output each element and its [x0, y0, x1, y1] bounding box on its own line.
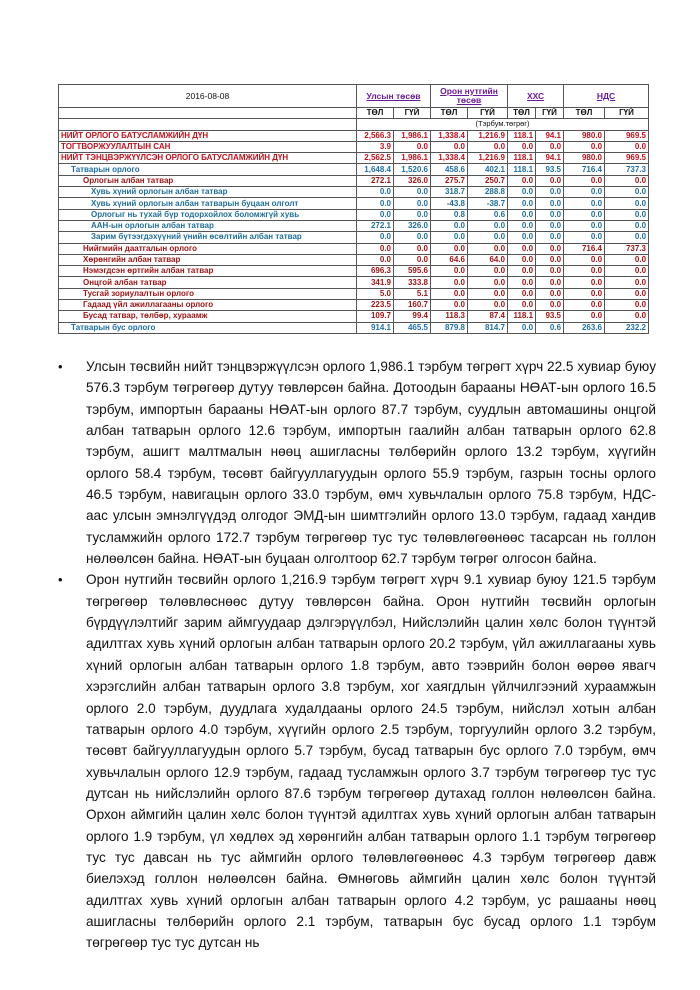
value-cell: 0.0 — [508, 232, 536, 243]
table-unit-note: (Тэрбум.төгрөг) — [357, 119, 649, 130]
row-label: Гадаад үйл ажиллагааны орлого — [59, 300, 357, 311]
value-cell: 250.7 — [468, 175, 508, 186]
bullet-dot-icon: • — [58, 359, 63, 374]
value-cell: 0.0 — [468, 243, 508, 254]
header-local-budget: Орон нутгийн төсөв — [431, 85, 508, 108]
value-cell: 0.0 — [605, 198, 649, 209]
value-cell: 0.0 — [431, 141, 468, 152]
value-cell: 1,520.6 — [394, 164, 431, 175]
subheader-cell: ГҮЙ — [394, 108, 431, 119]
bullet-paragraph — [58, 569, 656, 953]
value-cell: 118.1 — [508, 153, 536, 164]
table-header-row — [59, 85, 649, 108]
header-khhs: ХХС — [508, 85, 564, 108]
value-cell: 5.0 — [357, 288, 394, 299]
value-cell: 0.0 — [508, 175, 536, 186]
value-cell: 0.0 — [536, 288, 564, 299]
subheader-cell: ТӨЛ — [431, 108, 468, 119]
value-cell: 0.0 — [536, 198, 564, 209]
value-cell: 716.4 — [564, 243, 605, 254]
value-cell: 94.1 — [536, 130, 564, 141]
value-cell: 0.0 — [508, 220, 536, 231]
table-subheader-row — [59, 108, 649, 119]
row-label: Бусад татвар, төлбөр, хураамж — [59, 311, 357, 322]
bullet-text: Улсын төсвийн нийт тэнцвэржүүлсэн орлого 1,986.1 тэрбум төгрөгт хүрч 22.5 хувиар буюу 576.3 тэрбум төгрөгөөр дутуу төвлөрсөн байна. Дотоодын барааны НӨАТ-ын орлого 16.5 тэрбум, импортын барааны НӨАТ-ын орлого 87.7 тэрбум, суудлын автомашины онцгой албан татварын орлого 12.6 тэрбум, импортын гаалийн албан татварын орлого 62.8 тэрбум, ашигт малтмалын нөөц ашигласны төлбөрийн орлого 13.2 тэрбум, хүүгийн орлого 58.4 тэрбум, төсөвт байгууллагуудын орлого 55.9 тэрбум, газрын тосны орлого 46.5 тэрбум, навигацын орлого 33.0 тэрбум, өмч хувьчлалын орлого 75.8 тэрбум, НДС-аас улсын эмнэлгүүдэд олгодог ЭМД-ын шимтгэлийн орлого 13.0 тэрбум, гадаад хандив тусламжийн орлого 172.7 тэрбум төгрөгөөр тус тус төлөвлөгөөнөөс тасарсан нь голлон нөлөөлсөн байна. НӨАТ-ын буцаан олголтоор 62.7 тэрбум төгрөг олгосон байна. — [86, 359, 656, 567]
value-cell: 87.4 — [468, 311, 508, 322]
row-label: Орлогын албан татвар — [59, 175, 357, 186]
value-cell: 0.0 — [394, 198, 431, 209]
value-cell: 0.0 — [536, 232, 564, 243]
table-row — [59, 311, 649, 322]
bullet-dot-icon: • — [58, 572, 63, 588]
value-cell: 0.0 — [468, 288, 508, 299]
value-cell: 223.5 — [357, 300, 394, 311]
value-cell: 2,562.5 — [357, 153, 394, 164]
value-cell: 0.0 — [394, 141, 431, 152]
table-row — [59, 232, 649, 243]
value-cell: 1,986.1 — [394, 130, 431, 141]
value-cell: 0.0 — [564, 277, 605, 288]
value-cell: 0.0 — [508, 300, 536, 311]
value-cell: 0.0 — [564, 209, 605, 220]
row-label: Нийгмийн даатгалын орлого — [59, 243, 357, 254]
table-row — [59, 243, 649, 254]
value-cell: -43.8 — [431, 198, 468, 209]
value-cell: 0.0 — [564, 254, 605, 265]
value-cell: 814.7 — [468, 322, 508, 333]
value-cell: 0.0 — [605, 311, 649, 322]
value-cell: 118.1 — [508, 130, 536, 141]
value-cell: 0.0 — [468, 141, 508, 152]
value-cell: 0.0 — [605, 209, 649, 220]
value-cell: 64.0 — [468, 254, 508, 265]
value-cell: 0.0 — [508, 322, 536, 333]
row-label: Тусгай зориулалтын орлого — [59, 288, 357, 299]
value-cell: 318.7 — [431, 187, 468, 198]
value-cell: 0.0 — [605, 277, 649, 288]
value-cell: 737.3 — [605, 164, 649, 175]
subheader-cell: ГҮЙ — [468, 108, 508, 119]
value-cell: 272.1 — [357, 220, 394, 231]
value-cell: 0.0 — [431, 266, 468, 277]
value-cell: 402.1 — [468, 164, 508, 175]
table-row — [59, 209, 649, 220]
value-cell: 341.9 — [357, 277, 394, 288]
value-cell: 0.0 — [564, 232, 605, 243]
value-cell: 0.0 — [508, 198, 536, 209]
value-cell: 0.0 — [431, 277, 468, 288]
value-cell: 0.0 — [468, 300, 508, 311]
unit-blank — [59, 119, 357, 130]
value-cell: 0.0 — [508, 266, 536, 277]
value-cell: 969.5 — [605, 153, 649, 164]
value-cell: 0.0 — [536, 277, 564, 288]
value-cell: 1,986.1 — [394, 153, 431, 164]
row-label: Хувь хүний орлогын албан татварын буцаан олголт — [59, 198, 357, 209]
value-cell: 0.0 — [508, 187, 536, 198]
value-cell: 3.9 — [357, 141, 394, 152]
bullet-list — [58, 356, 656, 954]
row-label: ТОГТВОРЖУУЛАЛТЫН САН — [59, 141, 357, 152]
table-unit-row — [59, 119, 649, 130]
value-cell: 2,566.3 — [357, 130, 394, 141]
value-cell: 0.0 — [564, 141, 605, 152]
table-row — [59, 266, 649, 277]
subheader-cell: ТӨЛ — [564, 108, 605, 119]
value-cell: -38.7 — [468, 198, 508, 209]
table-row — [59, 141, 649, 152]
value-cell: 0.0 — [536, 187, 564, 198]
value-cell: 0.0 — [508, 209, 536, 220]
subheader-cell: ГҮЙ — [536, 108, 564, 119]
value-cell: 118.1 — [508, 164, 536, 175]
table-row — [59, 300, 649, 311]
value-cell: 0.0 — [605, 232, 649, 243]
value-cell: 326.0 — [394, 175, 431, 186]
value-cell: 326.0 — [394, 220, 431, 231]
value-cell: 0.0 — [536, 266, 564, 277]
value-cell: 0.0 — [605, 187, 649, 198]
value-cell: 93.5 — [536, 164, 564, 175]
value-cell: 0.6 — [468, 209, 508, 220]
value-cell: 879.8 — [431, 322, 468, 333]
row-label: Татварын орлого — [59, 164, 357, 175]
value-cell: 333.8 — [394, 277, 431, 288]
table-row — [59, 164, 649, 175]
value-cell: 737.3 — [605, 243, 649, 254]
value-cell: 0.0 — [357, 254, 394, 265]
value-cell: 0.0 — [357, 198, 394, 209]
row-label: Нэмэгдсэн өртгийн албан татвар — [59, 266, 357, 277]
value-cell: 94.1 — [536, 153, 564, 164]
value-cell: 0.0 — [508, 288, 536, 299]
value-cell: 1,216.9 — [468, 153, 508, 164]
value-cell: 0.0 — [605, 288, 649, 299]
value-cell: 465.5 — [394, 322, 431, 333]
value-cell: 0.8 — [431, 209, 468, 220]
subheader-blank — [59, 108, 357, 119]
value-cell: 980.0 — [564, 130, 605, 141]
value-cell: 0.0 — [605, 141, 649, 152]
value-cell: 0.0 — [357, 187, 394, 198]
value-cell: 64.6 — [431, 254, 468, 265]
value-cell: 0.0 — [564, 220, 605, 231]
value-cell: 0.0 — [536, 300, 564, 311]
row-label: Онцгой албан татвар — [59, 277, 357, 288]
row-label: Татварын бус орлого — [59, 322, 357, 333]
value-cell: 0.0 — [564, 175, 605, 186]
value-cell: 458.6 — [431, 164, 468, 175]
value-cell: 0.0 — [431, 243, 468, 254]
table-row — [59, 198, 649, 209]
value-cell: 0.0 — [508, 254, 536, 265]
table-row — [59, 322, 649, 333]
table-row — [59, 254, 649, 265]
value-cell: 0.0 — [564, 187, 605, 198]
value-cell: 716.4 — [564, 164, 605, 175]
table-date: 2016-08-08 — [59, 85, 357, 108]
value-cell: 272.1 — [357, 175, 394, 186]
value-cell: 0.0 — [468, 277, 508, 288]
value-cell: 0.0 — [605, 300, 649, 311]
budget-table-body — [59, 85, 649, 334]
table-row — [59, 187, 649, 198]
value-cell: 0.0 — [431, 220, 468, 231]
value-cell: 99.4 — [394, 311, 431, 322]
value-cell: 0.0 — [536, 254, 564, 265]
value-cell: 0.0 — [394, 254, 431, 265]
value-cell: 696.3 — [357, 266, 394, 277]
value-cell: 914.1 — [357, 322, 394, 333]
value-cell: 1,338.4 — [431, 130, 468, 141]
header-nds: НДС — [564, 85, 649, 108]
bullet-text: Орон нутгийн төсвийн орлого 1,216.9 тэрбум төгрөгт хүрч 9.1 хувиар буюу 121.5 тэрбум төгрөгөөр төлөвлөснөөс дутуу төвлөрсөн байна. Орон нутгийн төсвийн орлогын бүрдүүлэлтийг зарим аймгуудаар дэлгэрүүлбэл, Нийслэлийн цалин хөлс болон түүнтэй адилтгах хувь хүний орлогын албан татварын орлого 20.2 тэрбум, үйл ажиллагааны хувь хүний орлогын албан татварын орлого 1.8 тэрбум, авто тээврийн болон өөрөө явагч хэрэгслийн албан татварын орлого 3.8 тэрбум, хог хаягдлын үйлчилгээний хураамжын орлого 2.0 тэрбум, дуудлага худалдааны орлого 24.5 тэрбум, нийслэл хотын албан татварын орлого 4.0 тэрбум, хүүгийн орлого 2.5 тэрбум, торгуулийн орлого 3.2 тэрбум, төсөвт байгууллагуудын орлого 5.7 тэрбум, бусад татварын бус орлого 7.0 тэрбум, өмч хувьчлалын орлого 12.9 тэрбум, гадаад тусламжын орлого 3.7 тэрбум төгрөгөөр тус тус дутсан нь нийслэлийн орлого 87.6 тэрбум төгрөгөөр дутахад голлон нөлөөлсөн байна. Орхон аймгийн цалин хөлс болон түүнтэй адилтгах хувь хүний орлогын албан татварын орлого 1.9 тэрбум, үл хөдлөх эд хөрөнгийн албан татварын орлого 1.1 тэрбум төгрөгөөр тус тус давсан нь тус аймгийн орлого төлөвлөгөөнөөс 4.3 тэрбум төгрөгөөр давж биелэхэд голлон нөлөөлсөн байна. Өмнөговь аймгийн цалин хөлс болон түүнтэй адилтгах хувь хүний орлогын албан татварын орлого 4.2 тэрбум, ус рашааны нөөц ашигласны төлбөрийн орлого 2.1 тэрбум, татварын бус бусад орлого 1.1 тэрбум төгрөгөөр тус тус дутсан нь — [86, 572, 656, 951]
table-row — [59, 153, 649, 164]
value-cell: 0.0 — [468, 266, 508, 277]
value-cell: 1,216.9 — [468, 130, 508, 141]
value-cell: 5.1 — [394, 288, 431, 299]
value-cell: 0.0 — [536, 209, 564, 220]
table-row — [59, 220, 649, 231]
value-cell: 0.0 — [564, 266, 605, 277]
value-cell: 0.0 — [564, 300, 605, 311]
row-label: Хөрөнгийн албан татвар — [59, 254, 357, 265]
value-cell: 232.2 — [605, 322, 649, 333]
value-cell: 118.1 — [508, 311, 536, 322]
value-cell: 93.5 — [536, 311, 564, 322]
value-cell: 0.0 — [564, 311, 605, 322]
value-cell: 263.6 — [564, 322, 605, 333]
value-cell: 275.7 — [431, 175, 468, 186]
value-cell: 980.0 — [564, 153, 605, 164]
value-cell: 0.0 — [468, 220, 508, 231]
row-label: Зарим бүтээгдэхүүний үнийн өсөлтийн албан татвар — [59, 232, 357, 243]
value-cell: 0.0 — [468, 232, 508, 243]
row-label: НИЙТ ТЭНЦВЭРЖҮҮЛСЭН ОРЛОГО БАТУСЛАМЖИЙН ДҮН — [59, 153, 357, 164]
value-cell: 0.0 — [605, 175, 649, 186]
value-cell: 969.5 — [605, 130, 649, 141]
subheader-cell: ТӨЛ — [357, 108, 394, 119]
value-cell: 0.0 — [564, 288, 605, 299]
value-cell: 0.0 — [536, 220, 564, 231]
value-cell: 0.0 — [605, 220, 649, 231]
value-cell: 1,648.4 — [357, 164, 394, 175]
value-cell: 0.0 — [394, 209, 431, 220]
value-cell: 0.0 — [536, 141, 564, 152]
value-cell: 0.0 — [431, 288, 468, 299]
value-cell: 0.0 — [357, 209, 394, 220]
value-cell: 0.0 — [508, 277, 536, 288]
value-cell: 0.0 — [394, 232, 431, 243]
table-row — [59, 175, 649, 186]
value-cell: 118.3 — [431, 311, 468, 322]
subheader-cell: ТӨЛ — [508, 108, 536, 119]
bullet-paragraph — [58, 356, 656, 569]
value-cell: 595.6 — [394, 266, 431, 277]
row-label: Орлогыг нь тухай бүр тодорхойлох боломжгүй хувь — [59, 209, 357, 220]
value-cell: 0.0 — [605, 266, 649, 277]
row-label: НИЙТ ОРЛОГО БАТУСЛАМЖИЙН ДҮН — [59, 130, 357, 141]
value-cell: 0.0 — [357, 243, 394, 254]
value-cell: 0.0 — [536, 243, 564, 254]
value-cell: 0.0 — [508, 141, 536, 152]
value-cell: 1,338.4 — [431, 153, 468, 164]
value-cell: 0.0 — [394, 187, 431, 198]
value-cell: 0.0 — [431, 300, 468, 311]
value-cell: 0.6 — [536, 322, 564, 333]
header-state-budget: Улсын төсөв — [357, 85, 431, 108]
row-label: Хувь хүний орлогын албан татвар — [59, 187, 357, 198]
value-cell: 0.0 — [536, 175, 564, 186]
table-row — [59, 288, 649, 299]
value-cell: 0.0 — [431, 232, 468, 243]
row-label: ААН-ын орлогын албан татвар — [59, 220, 357, 231]
table-row — [59, 130, 649, 141]
value-cell: 288.8 — [468, 187, 508, 198]
value-cell: 0.0 — [605, 254, 649, 265]
subheader-cell: ГҮЙ — [605, 108, 649, 119]
value-cell: 0.0 — [564, 198, 605, 209]
value-cell: 0.0 — [394, 243, 431, 254]
value-cell: 160.7 — [394, 300, 431, 311]
value-cell: 109.7 — [357, 311, 394, 322]
table-row — [59, 277, 649, 288]
value-cell: 0.0 — [508, 243, 536, 254]
value-cell: 0.0 — [357, 232, 394, 243]
budget-table — [58, 84, 649, 334]
